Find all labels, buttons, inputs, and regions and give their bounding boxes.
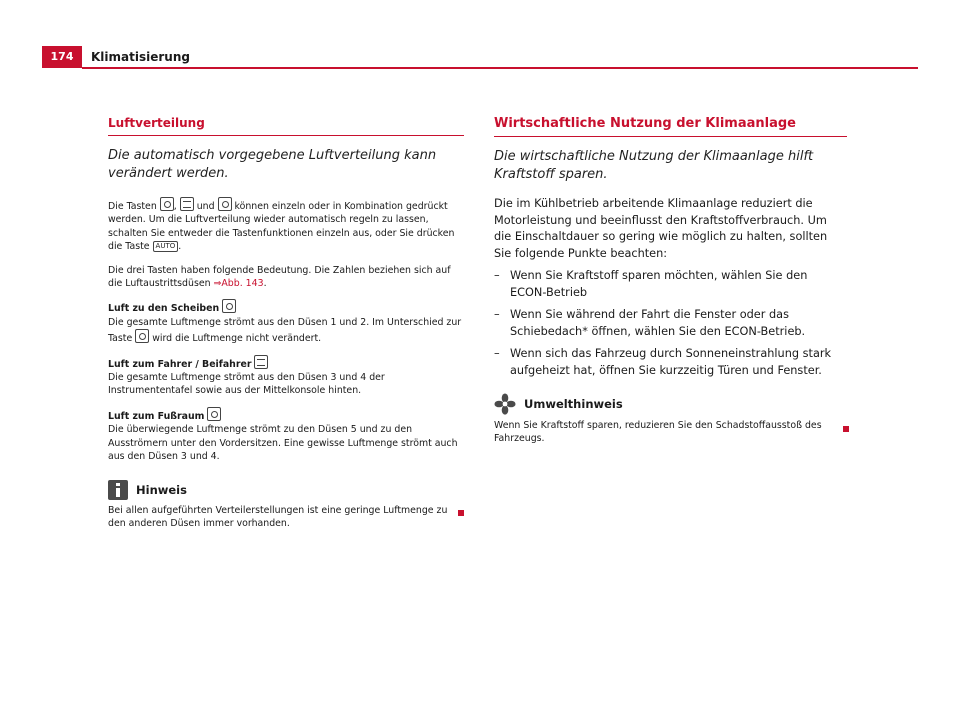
- left-column: [108, 116, 464, 530]
- figure-link[interactable]: ⇒Abb. 143: [213, 278, 264, 290]
- env-note-text: Wenn Sie Kraftstoff sparen, reduzieren Sie den Schadstoffausstoß des Fahrzeugs.: [494, 420, 822, 445]
- end-mark: [458, 510, 464, 516]
- subsection-driver: [108, 355, 464, 398]
- paragraph-keys: [108, 197, 464, 254]
- list-item-text: Wenn sich das Fahrzeug durch Sonneneinstrahlung stark aufgeheizt hat, öffnen Sie kurzzeitig Türen und Fenster.: [510, 347, 832, 377]
- bullet-dash: –: [494, 308, 500, 321]
- text: Die drei Tasten haben folgende Bedeutung. Die Zahlen beziehen sich auf die Luftaustrittsdüsen: [108, 264, 451, 290]
- right-column: [494, 116, 847, 446]
- text: ,: [173, 201, 180, 212]
- section-title-economy: Wirtschaftliche Nutzung der Klimaanlage: [494, 116, 847, 137]
- text: .: [263, 278, 267, 290]
- flower-icon: [494, 393, 516, 415]
- intro-paragraph: Die im Kühlbetrieb arbeitende Klimaanlage reduziert die Motorleistung und beeinflusst den Kraftstoffverbrauch. Um die Einschaltdauer so gering wie möglich zu halten, sollten Sie folgende Punkte beachten:: [494, 197, 828, 260]
- auto-key: AUTO: [153, 241, 179, 252]
- footwell-key-icon: [207, 407, 221, 421]
- bullet-dash: –: [494, 347, 500, 360]
- subheading-footwell: Luft zum Fußraum: [108, 410, 205, 422]
- driver-vent-key-icon: [180, 197, 194, 211]
- subheading-windscreen: Luft zu den Scheiben: [108, 303, 220, 315]
- subsection-windscreen: [108, 299, 464, 345]
- paragraph-meaning: [108, 264, 464, 291]
- header-rule: [82, 67, 918, 69]
- info-icon: [108, 480, 128, 500]
- env-note-title: Umwelthinweis: [524, 397, 623, 411]
- list-item: [494, 346, 847, 379]
- text: .: [178, 241, 182, 253]
- windscreen-key-icon: [222, 299, 236, 313]
- end-mark: [843, 426, 849, 432]
- text: Die Tasten: [108, 201, 160, 212]
- text: Die gesamte Luftmenge strömt aus den Düsen 1 und 2. Im Unterschied zur Taste: [108, 316, 462, 345]
- defrost-key-icon: [135, 329, 149, 343]
- text: und: [193, 201, 218, 212]
- lead-text: Die automatisch vorgegebene Luftverteilung kann verändert werden.: [108, 148, 437, 181]
- section-title-luftverteilung: Luftverteilung: [108, 116, 464, 136]
- list-item-text: Wenn Sie während der Fahrt die Fenster oder das Schiebedach* öffnen, wählen Sie den ECON-Betrieb.: [510, 308, 806, 338]
- note-header: [108, 480, 464, 500]
- running-title: Klimatisierung: [91, 50, 190, 64]
- env-note-header: [494, 393, 847, 415]
- list-item: [494, 307, 847, 340]
- note-title: Hinweis: [136, 482, 187, 497]
- lead-text: Die wirtschaftliche Nutzung der Klimaanlage hilft Kraftstoff sparen.: [494, 149, 814, 182]
- windscreen-key-icon: [160, 197, 174, 211]
- bullet-dash: –: [494, 269, 500, 282]
- text: können einzeln oder in Kombination gedrückt werden. Um die Luftverteilung wieder automatisch regeln zu lassen, schalten Sie entweder die Tastenfunktionen einzeln aus, oder Sie drücken die Taste: [108, 201, 455, 253]
- driver-vent-key-icon: [254, 355, 268, 369]
- subheading-driver: Luft zum Fahrer / Beifahrer: [108, 358, 252, 370]
- list-item-text: Wenn Sie Kraftstoff sparen möchten, wählen Sie den ECON-Betrieb: [510, 269, 808, 299]
- text: Die gesamte Luftmenge strömt aus den Düsen 3 und 4 der Instrumententafel sowie aus der Mittelkonsole hinten.: [108, 372, 385, 397]
- subsection-footwell: [108, 407, 464, 464]
- text: Die überwiegende Luftmenge strömt zu den Düsen 5 und zu den Ausströmern unter den Vordersitzen. Eine gewisse Luftmenge strömt auch aus den Düsen 3 und 4.: [108, 424, 458, 463]
- list-item: [494, 268, 847, 301]
- note-text: Bei allen aufgeführten Verteilerstellungen ist eine geringe Luftmenge zu den anderen Düsen immer vorhanden.: [108, 504, 448, 529]
- page-number: 174: [42, 46, 82, 68]
- text: wird die Luftmenge nicht verändert.: [149, 333, 322, 345]
- footwell-key-icon: [218, 197, 232, 211]
